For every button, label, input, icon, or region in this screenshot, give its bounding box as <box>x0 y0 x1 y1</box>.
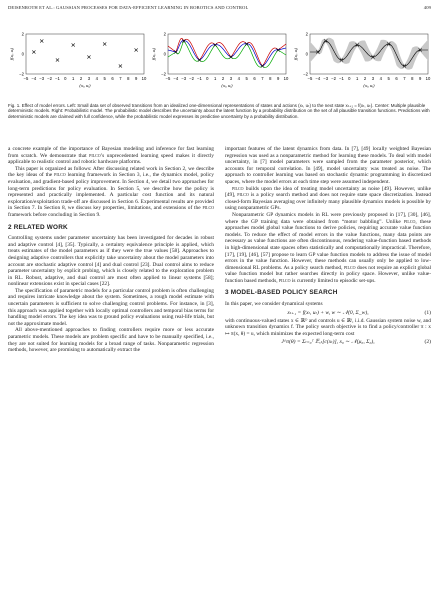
x-tick-label: 9 <box>276 76 280 81</box>
x-tick-label: −1 <box>197 76 202 81</box>
x-tick-label: 1 <box>72 76 75 81</box>
figure-caption: Fig. 1. Effect of model errors. Left: Small data set of observed transitions from an idealized one-dimensional representations of states and actions (xₜ, uₜ) to the next state xₜ₊₁ = f(xₜ, uₜ). Center: Multiple plausible deterministic models. Right: Probabilistic model. The probabilistic model describes the uncertainty about the latent function by a probability distribution on the set of all plausible transition functions. Predictions with deterministic models are claimed with full confidence, while the probabilistic model expresses its predictive uncertainty by a probability distribution. <box>8 103 430 119</box>
x-tick-label: 0 <box>64 76 67 81</box>
x-axis-label: (xᵢ, uᵢ) <box>221 83 233 88</box>
equation-body: xₜ₊₁ = f(xₜ, uₜ) + w, w ∼ 𝒩(0, Σ_w), <box>287 309 369 316</box>
running-header <box>8 5 431 10</box>
y-axis-label: f(xᵢ, uᵢ) <box>293 47 298 61</box>
x-tick-label: 9 <box>134 76 138 81</box>
paragraph: The specification of parametric models for a particular control problem is often challenging and requires intricate knowledge about the system. Sometimes, a rough model estimate with uncertain parameters is sufficient to solve challenging control problems. For instance, in [3], this approach was applied together with locally optimal controllers and temporal bias terms for handling model errors. The key idea was to ground policy evaluations using real-life trials, but not the approximate model. <box>8 287 214 327</box>
deterministic-model-curve <box>168 41 286 66</box>
left-column <box>8 146 214 354</box>
x-tick-label: −1 <box>55 76 60 81</box>
x-tick-label: −5 <box>307 76 313 81</box>
x-tick-label: −3 <box>39 76 45 81</box>
x-tick-label: −3 <box>181 76 187 81</box>
paragraph: with continuous-valued states x ∈ ℝᴰ and controls u ∈ ℝᶠ, i.i.d. Gaussian system noise w, and unknown transition dynamics f. The policy search objective is to find a policy/controller π : x ↦ π(x, θ) = u, which minimizes the expected long-term cost <box>225 317 431 337</box>
x-tick-label: 8 <box>411 76 414 81</box>
equation-1 <box>225 308 431 318</box>
x-tick-label: 7 <box>403 76 406 81</box>
x-tick-label: −5 <box>165 76 171 81</box>
x-tick-label: 2 <box>363 76 367 81</box>
deterministic-model-curve <box>168 38 286 66</box>
y-tick-label: 2 <box>21 31 24 37</box>
x-axis-label: (xᵢ, uᵢ) <box>79 83 91 88</box>
equation-number: (1) <box>424 309 431 316</box>
x-tick-label: 2 <box>79 76 83 81</box>
data-point-x-marker <box>56 58 59 61</box>
paragraph: pilco builds upon the idea of treating model uncertainty as noise [49]. However, unlike [49], pilco is a policy search method and does not require state space discretization. Instead closed-form Bayesian averaging over infinitely many plausible dynamics models is possible by using nonparametric GPs. <box>225 185 431 212</box>
x-tick-label: 10 <box>141 76 147 81</box>
data-point-x-marker <box>103 42 106 45</box>
x-tick-label: 2 <box>221 76 225 81</box>
x-tick-label: 9 <box>418 76 422 81</box>
x-tick-label: −4 <box>31 76 37 81</box>
equation-body: J^π(θ) = Σₜ₌₀ᵀ 𝔼ₓₜ[c(xₜ)], x₀ ∼ 𝒩(μ₀, Σ₀), <box>281 339 375 346</box>
data-point-x-marker <box>32 50 35 53</box>
x-tick-label: 3 <box>87 76 91 81</box>
x-tick-label: 1 <box>356 76 359 81</box>
x-tick-label: 3 <box>229 76 233 81</box>
data-point-x-marker <box>198 58 201 61</box>
panel-right-probabilistic <box>292 30 432 92</box>
x-tick-label: 3 <box>371 76 375 81</box>
x-tick-label: 1 <box>214 76 217 81</box>
x-tick-label: 0 <box>348 76 351 81</box>
paragraph: a concrete example of the importance of Bayesian modeling and inference for fast learning from scratch. We demonstrate that pilco’s unprecedented learning speed makes it directly applicable to realistic control and robotic hardware platforms. <box>8 146 214 166</box>
y-tick-label: 0 <box>305 51 308 57</box>
data-point-x-marker <box>119 64 122 67</box>
page-number: 409 <box>423 5 431 10</box>
x-tick-label: 6 <box>111 76 114 81</box>
x-tick-label: 8 <box>269 76 272 81</box>
paragraph: This paper is organized as follows: After discussing related work in Section 2, we describe the key ideas of the pilco learning framework in Section 3, i.e., the dynamics model, policy evaluation, and gradient-based policy improvement. In Section 4, we detail two approaches for long-term predictions for policy evaluation. In Section 5, we describe how the policy is represented and practically implemented. A particular cost function and its natural exploration/exploitation trade-off are discussed in Section 6. Experimental results are provided in Section 7. In Section 8, we discuss key properties, limitations, and extensions of the pilco framework before concluding in Section 9. <box>8 165 214 218</box>
x-axis-label: (xᵢ, uᵢ) <box>363 83 375 88</box>
panel-center-deterministic <box>150 30 290 92</box>
x-tick-label: 10 <box>283 76 289 81</box>
x-tick-label: −4 <box>315 76 321 81</box>
x-tick-label: 4 <box>379 76 382 81</box>
paragraph: All above-mentioned approaches to finding controllers require more or less accurate parametric models. These models are problem specific and have to be manually specified, i.e., they are not suited for learning models for a broad range of tasks. Nonparametric regression methods, however, are promising to automatically extract the <box>8 327 214 354</box>
x-tick-label: 10 <box>425 76 431 81</box>
x-tick-label: −4 <box>173 76 179 81</box>
paragraph: important features of the latent dynamics from data. In [7], [49] locally weighted Bayesian regression was used as a nonparametric method for learning these models. To deal with model uncertainty, in [7] model parameters were sampled from the parameter posterior, which accounts for temporal correlation. In [49], model uncertainty was treated as noise. The approach to controller learning was based on stochastic dynamic programming in discretized spaces, where the model errors at each time step were assumed independent. <box>225 146 431 185</box>
x-tick-label: 4 <box>237 76 240 81</box>
data-point-x-marker <box>229 55 232 58</box>
section-heading-related-work: 2 RELATED WORK <box>8 223 68 231</box>
x-tick-label: −5 <box>23 76 29 81</box>
y-tick-label: −2 <box>19 71 24 77</box>
x-tick-label: −3 <box>323 76 329 81</box>
x-tick-label: −2 <box>47 76 52 81</box>
y-axis-label: f(xᵢ, uᵢ) <box>9 47 14 61</box>
x-tick-label: 6 <box>253 76 256 81</box>
running-head: DEISENROTH ET AL.: GAUSSIAN PROCESSES FOR DATA-EFFICIENT LEARNING IN ROBOTICS AND CONTROL <box>8 5 249 10</box>
x-tick-label: 5 <box>245 76 248 81</box>
x-tick-label: −2 <box>331 76 336 81</box>
y-tick-label: −2 <box>161 71 166 77</box>
x-tick-label: −1 <box>339 76 344 81</box>
x-tick-label: 7 <box>261 76 264 81</box>
section-heading-model-based-policy-search: 3 MODEL-BASED POLICY SEARCH <box>225 289 338 297</box>
right-column <box>225 146 431 347</box>
y-axis-label: f(xᵢ, uᵢ) <box>151 47 156 61</box>
data-point-x-marker <box>40 39 43 42</box>
x-tick-label: −2 <box>189 76 194 81</box>
data-point-x-marker <box>87 55 90 58</box>
paragraph: Controlling systems under parameter uncertainty has been investigated for decades in robust and adaptive control [4], [35]. Typically, a certainty equivalence principle is applied, which treats estimates of the model parameters as if they were the true values [58]. Approaches to designing adaptive controllers that explicitly take uncertainty about the model parameters into account are stochastic adaptive control [4] and dual control [23]. Dual control aims to reduce parameter uncertainty by explicit probing, which is closely related to the exploration problem in RL. Robust, adaptive, and dual control are most often applied to linear systems [58]; nonlinear extensions exist in special cases [22]. <box>8 235 214 288</box>
y-tick-label: 2 <box>163 31 166 37</box>
paragraph: In this paper, we consider dynamical systems <box>225 301 323 308</box>
x-tick-label: 6 <box>395 76 398 81</box>
data-point-x-marker <box>261 64 264 67</box>
panel-left-data <box>8 30 148 92</box>
x-tick-label: 8 <box>127 76 130 81</box>
y-tick-label: 0 <box>21 51 24 57</box>
y-tick-label: 2 <box>305 31 308 37</box>
plot-frame <box>26 34 144 74</box>
x-tick-label: 7 <box>119 76 122 81</box>
paragraph: Nonparametric GP dynamics models in RL were previously proposed in [17], [30], [46], where the GP training data were obtained from “motor babbling”. Unlike pilco, these approaches model global value functions to derive policies, requiring accurate value function models. To reduce the effect of model errors in the value functions, many data points are necessary as value functions are often discontinuous, rendering value-function based methods in high-dimensional state spaces often statistically and computationally impractical. Therefore, [17], [19], [46], [57] propose to learn GP value function models to address the issue of model errors in the value function. However, these methods can usually only be applied to low-dimensional RL problems. As a policy search method, pilco does not require an explicit global value function model but rather searches directly in policy space. However, unlike value-function based methods, pilco is currently limited to episodic set-ups. <box>225 211 431 284</box>
y-tick-label: 0 <box>163 51 166 57</box>
x-tick-label: 5 <box>103 76 106 81</box>
predictive-uncertainty-band <box>310 38 428 70</box>
x-tick-label: 0 <box>206 76 209 81</box>
figure-1 <box>8 30 432 90</box>
data-point-x-marker <box>135 48 138 51</box>
equation-number: (2) <box>424 339 431 346</box>
y-tick-label: −2 <box>303 71 308 77</box>
x-tick-label: 5 <box>387 76 390 81</box>
equation-2 <box>225 337 431 347</box>
x-tick-label: 4 <box>95 76 98 81</box>
data-point-x-marker <box>72 43 75 46</box>
